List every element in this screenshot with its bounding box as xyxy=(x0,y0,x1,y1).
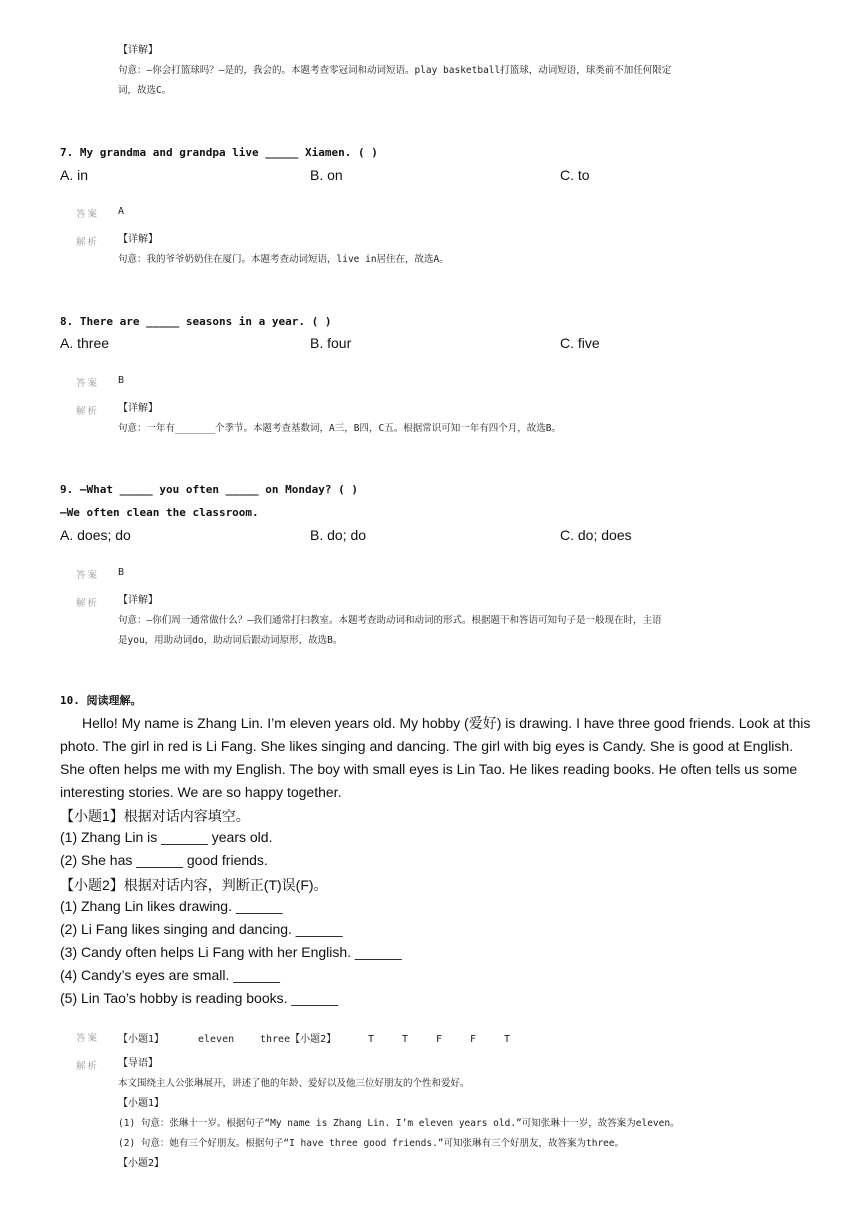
q7-detail xyxy=(118,230,449,270)
q9-detail-label: 【详解】 xyxy=(118,595,158,606)
q10-answer-part: T xyxy=(402,1034,409,1045)
q10-answer-part: eleven xyxy=(198,1034,235,1045)
q10-answer-label: 答案 xyxy=(76,1033,100,1044)
q10-answer-part: F xyxy=(436,1034,443,1045)
q10-detail xyxy=(118,1054,680,1174)
q10-sub2-item1: (1) Zhang Lin likes drawing. ______ xyxy=(60,898,283,914)
q8-option-a[interactable]: A. three xyxy=(60,335,110,351)
q6-detail-line2: 词，故选C。 xyxy=(118,85,172,96)
q9-option-a[interactable]: A. does; do xyxy=(60,527,131,543)
q7-option-c[interactable]: C. to xyxy=(560,167,590,183)
q10-sub2-item4: (4) Candy’s eyes are small. ______ xyxy=(60,967,280,983)
q6-detail xyxy=(118,41,671,101)
q9-stem-reply: —We often clean the classroom. xyxy=(60,506,259,519)
q8-explain-line: 句意：一年有_______个季节。本题考查基数词，A三，B四，C五。根据常识可知一年有四个月，故选B。 xyxy=(118,423,561,434)
q8-detail-label: 【详解】 xyxy=(118,403,158,414)
q10-sub2-item5: (5) Lin Tao’s hobby is reading books. ______ xyxy=(60,990,339,1006)
q9-answer-value: B xyxy=(118,567,125,578)
q10-answer-part: T xyxy=(504,1034,511,1045)
q9-explain-line1: 句意：—你们周一通常做什么？—我们通常打扫教室。本题考查助动词和动词的形式。根据题干和答语可知句子是一般现在时，主语 xyxy=(118,615,662,626)
q7-stem: 7. My grandma and grandpa live _____ Xiamen. ( ) xyxy=(60,146,378,159)
q10-sub2-label: 【小题2】 xyxy=(118,1158,165,1169)
q9-stem: 9. —What _____ you often _____ on Monday? ( ) xyxy=(60,483,359,496)
q10-answer-row xyxy=(118,1030,510,1045)
q7-answer-label: 答案 xyxy=(76,209,100,220)
q10-answer-part: three【小题2】 xyxy=(260,1034,337,1045)
q9-detail xyxy=(118,591,661,651)
q10-sub1-explain2: (2) 句意：她有三个好朋友。根据句子“I have three good friends.”可知张琳有三个好朋友，故答案为three。 xyxy=(118,1138,625,1149)
q10-guide-label: 【导语】 xyxy=(118,1058,158,1069)
q9-analysis-label: 解析 xyxy=(76,598,100,609)
q10-sub2-title: 【小题2】根据对话内容，判断正(T)误(F)。 xyxy=(60,877,328,893)
q7-answer-value: A xyxy=(118,206,125,217)
q10-sub2-item3: (3) Candy often helps Li Fang with her English. ______ xyxy=(60,944,402,960)
q10-analysis-label: 解析 xyxy=(76,1061,100,1072)
q8-analysis-label: 解析 xyxy=(76,406,100,417)
q7-option-b[interactable]: B. on xyxy=(310,167,343,183)
q10-answer-part: F xyxy=(470,1034,477,1045)
q8-option-c[interactable]: C. five xyxy=(560,335,600,351)
q10-sub2-item2: (2) Li Fang likes singing and dancing. ______ xyxy=(60,921,343,937)
q9-option-b[interactable]: B. do; do xyxy=(310,527,367,543)
q7-detail-label: 【详解】 xyxy=(118,234,158,245)
q10-guide-text: 本文围绕主人公张琳展开，讲述了他的年龄、爱好以及他三位好朋友的个性和爱好。 xyxy=(118,1078,470,1089)
q8-option-b[interactable]: B. four xyxy=(310,335,352,351)
q8-stem: 8. There are _____ seasons in a year. ( ) xyxy=(60,315,332,328)
q8-answer-value: B xyxy=(118,375,125,386)
q10-title: 10. 阅读理解。 xyxy=(60,694,142,707)
q6-detail-line1: 句意：—你会打篮球吗？—是的，我会的。本题考查零冠词和动词短语。play basketball打篮球，动词短语，球类前不加任何限定 xyxy=(118,65,672,76)
q8-answer-label: 答案 xyxy=(76,378,100,389)
q6-detail-label: 【详解】 xyxy=(118,45,158,56)
q7-analysis-label: 解析 xyxy=(76,237,100,248)
q10-answer-part: 【小题1】 xyxy=(118,1034,165,1045)
q7-explain-line: 句意：我的爷爷奶奶住在厦门。本题考查动词短语，live in居住在，故选A。 xyxy=(118,254,449,265)
q7-option-a[interactable]: A. in xyxy=(60,167,89,183)
q10-sub1-item2: (2) She has ______ good friends. xyxy=(60,852,268,868)
q10-sub1-label: 【小题1】 xyxy=(118,1098,165,1109)
q9-explain-line2: 是you，用助动词do，助动词后跟动词原形，故选B。 xyxy=(118,635,343,646)
q10-answer-part: T xyxy=(368,1034,375,1045)
q9-answer-label: 答案 xyxy=(76,570,100,581)
q10-passage: Hello! My name is Zhang Lin. I’m eleven years old. My hobby (爱好) is drawing. I have three good friends. Look at this photo. The girl in red is Li Fang. She likes singing and dancing. The girl with big eyes is Candy. She is good at English. She often helps me with my English. The boy with small eyes is Lin Tao. He likes reading books. He often tells us some interesting stories. We are so happy together. xyxy=(60,715,811,800)
q10-sub1-explain1: (1) 句意：张琳十一岁。根据句子“My name is Zhang Lin. I’m eleven years old.”可知张琳十一岁，故答案为eleven。 xyxy=(118,1118,680,1129)
q10-sub1-title: 【小题1】根据对话内容填空。 xyxy=(60,808,250,824)
q9-option-c[interactable]: C. do; does xyxy=(560,527,632,543)
q8-detail xyxy=(118,399,561,439)
q10-sub1-item1: (1) Zhang Lin is ______ years old. xyxy=(60,829,273,845)
